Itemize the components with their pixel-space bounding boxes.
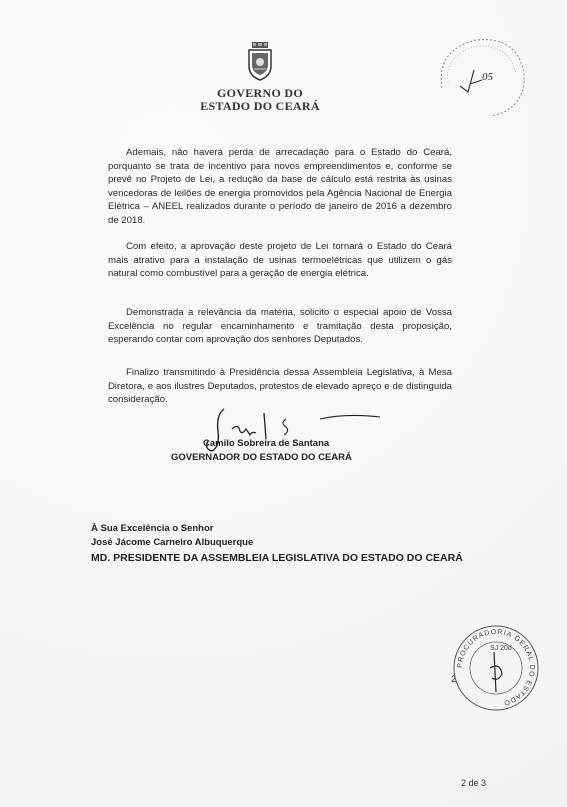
addressee-salutation: À Sua Excelência o Senhor [91,523,214,534]
header-line-1: GOVERNO DO [216,86,303,100]
addressee-name: José Jácome Carneiro Albuquerque [91,537,254,548]
stamp-number: 05 [482,71,493,83]
folio-number: 2 [451,674,457,684]
paragraph-3: Demonstrada a relevância da matéria, solicito o especial apoio de Vossa Excelência no regular encaminhamento e tramitação desta proposição, esperando contar com aprovação dos senhores Deputados. [108,307,452,346]
seal-ring-text: PROCURADORIA GERAL DO ESTADO [456,628,536,707]
svg-text:PROCURADORIA GERAL DO ESTADO [457,629,535,706]
page-number: 2 de 3 [461,778,487,788]
paragraph-2: Com efeito, a aprovação deste projeto de Lei tornará o Estado do Ceará mais atrativo para a instalação de usinas termoelétricas que utilizem o gás natural como combustível para a geração de energia elétrica. [108,241,452,280]
procuradoria-seal-icon [450,622,542,714]
signatory-name: Camilo Sobreira de Santana [203,438,330,449]
header-line-2: ESTADO DO CEARÁ [200,99,320,113]
paragraph-4: Finalizo transmitindo à Presidência dessa Assembleia Legislativa, à Mesa Diretora, e aos ilustres Deputados, protestos de elevado apreço e de distinguida consideração. [108,367,452,406]
paragraph-1: Ademais, não haverá perda de arrecadação para o Estado do Ceará, porquanto se trata de incentivo para novos empreendimentos e, conforme se prevê no Projeto de Lei, a redução da base de cálculo está restrita às usinas vencedoras de leilões de energia promovidos pela Agência Nacional de Energia Elétrica – ANEEL realizados durante o período de janeiro de 2016 a dezembro de 2018. [108,147,452,226]
seal-code: SJ 20d [490,645,512,652]
signatory-title: GOVERNADOR DO ESTADO DO CEARÁ [171,452,352,463]
addressee-title: MD. PRESIDENTE DA ASSEMBLEIA LEGISLATIVA DO ESTADO DO CEARÁ [91,552,463,564]
coat-of-arms-icon [243,40,277,82]
receipt-stamp-icon [430,30,530,120]
